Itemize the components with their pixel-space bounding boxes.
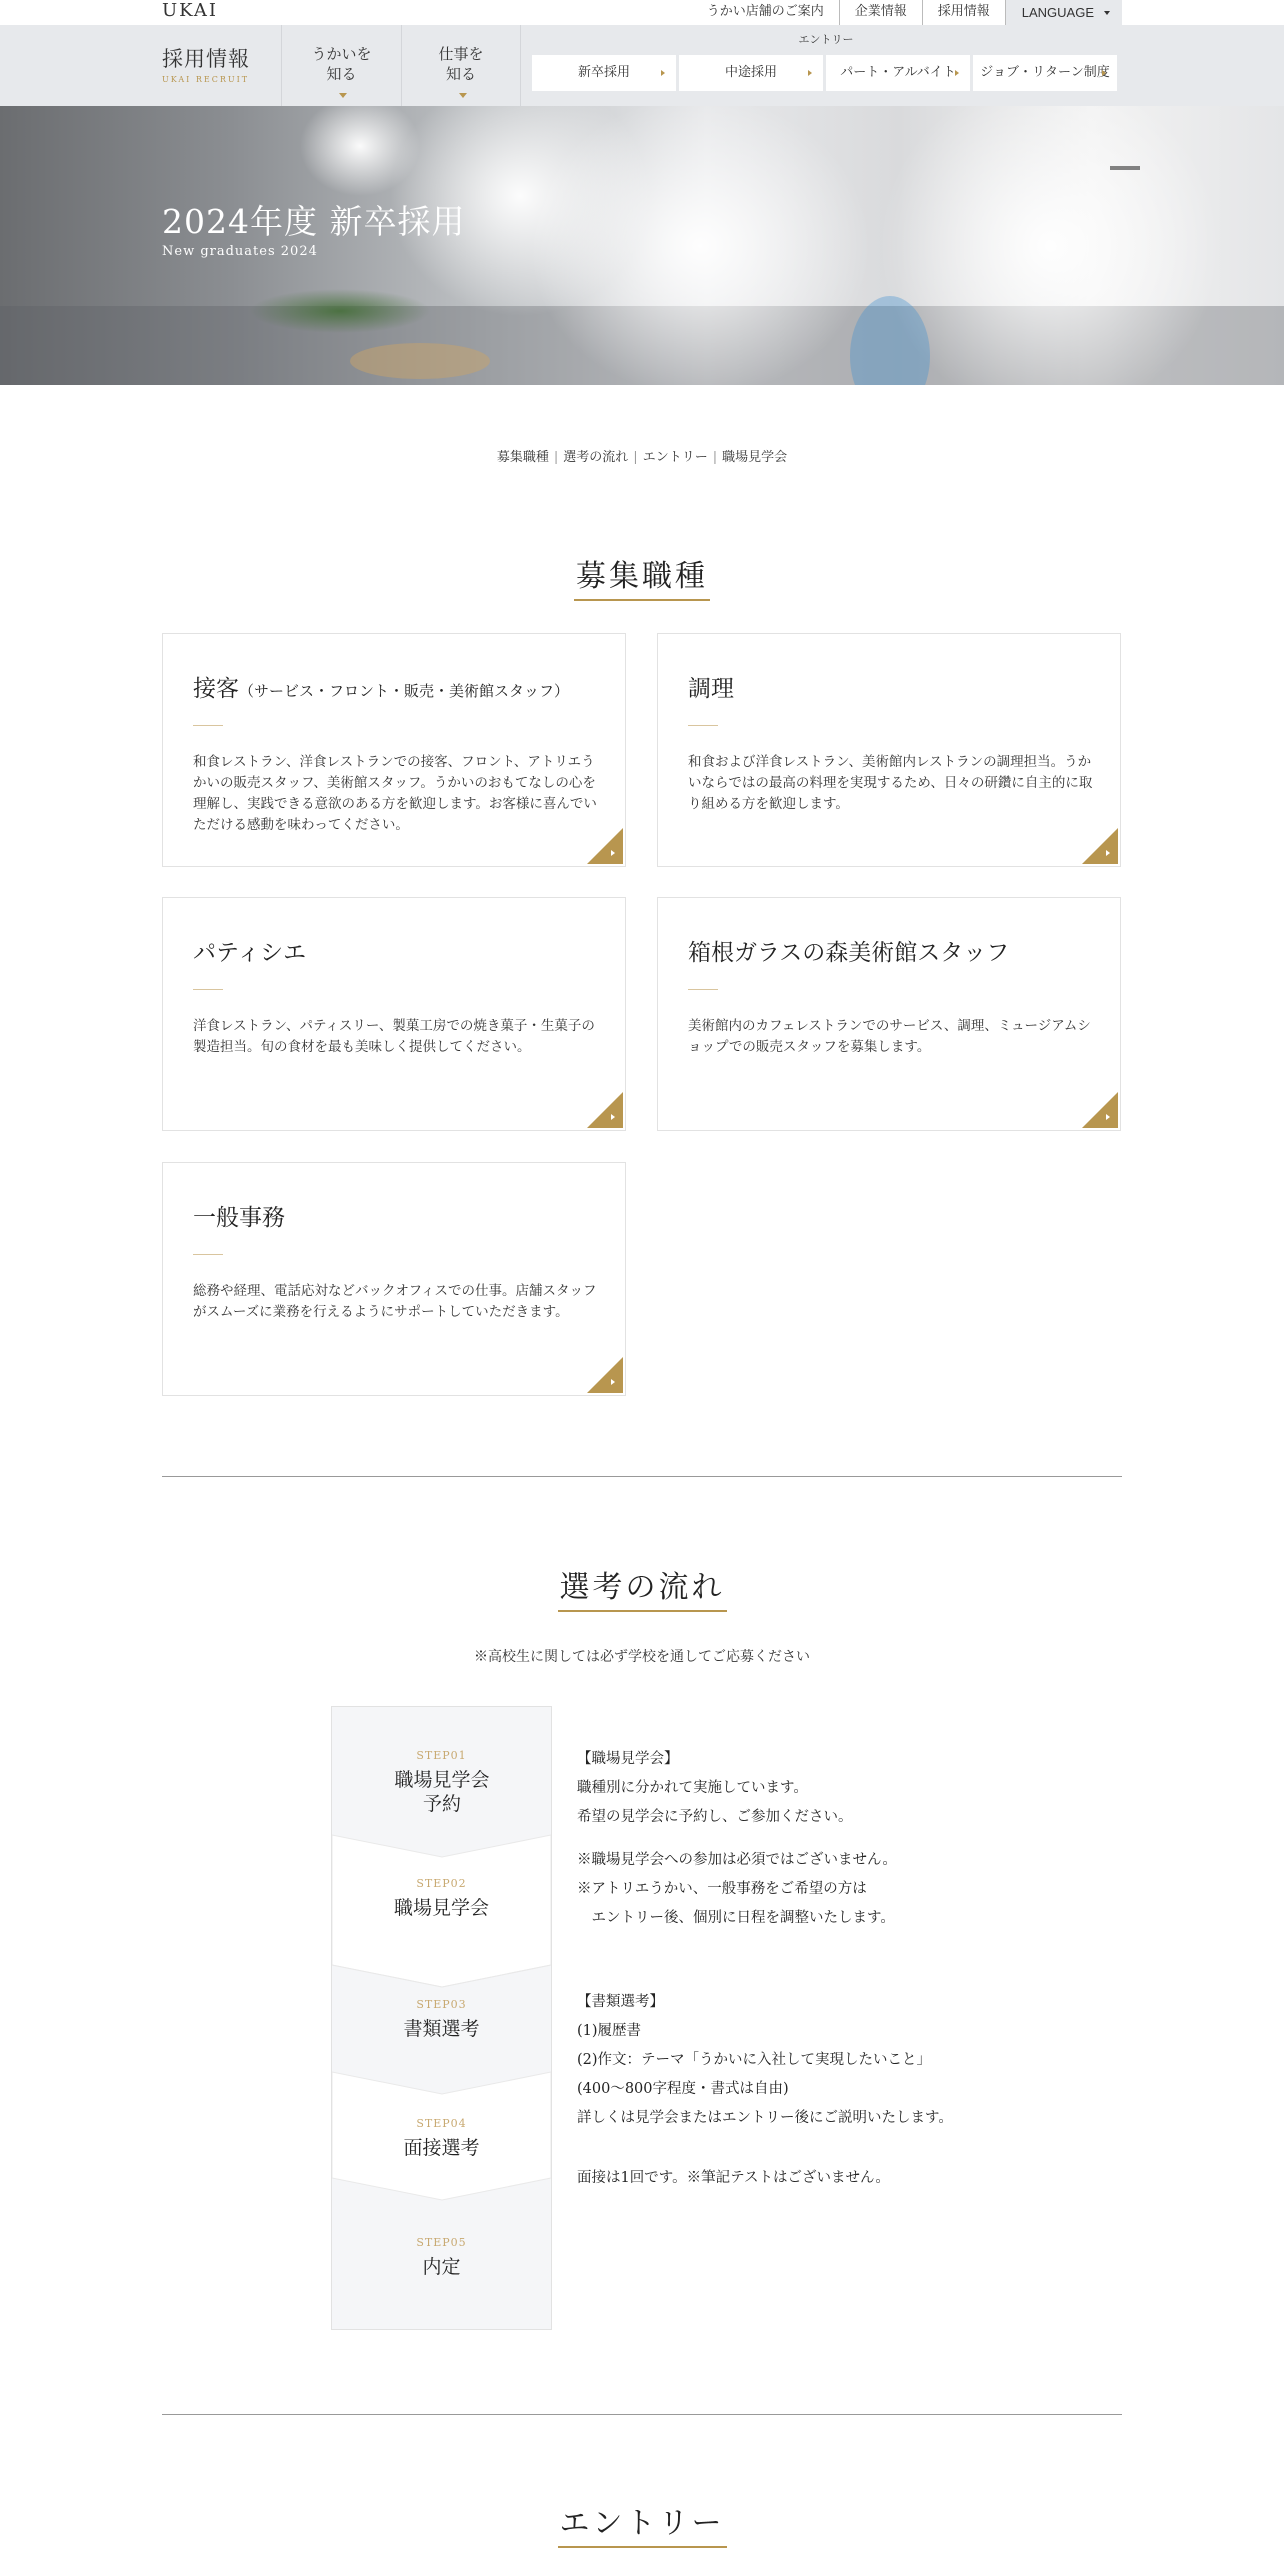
job-card-description: 総務や経理、電話応対などバックオフィスでの仕事。店舗スタッフがスムーズに業務を行えるようにサポートしていただきます。 bbox=[193, 1283, 597, 1320]
section-title-entry bbox=[0, 2498, 1284, 2548]
top-utility-bar bbox=[0, 0, 1284, 25]
entry-button-label: ジョブ・リターン制度 bbox=[980, 65, 1110, 80]
link-store-guide[interactable]: うかい店舗のご案内 bbox=[706, 4, 824, 19]
chevron-down-icon bbox=[339, 93, 347, 98]
flow-text-line: ※アトリエうかい、一般事務をご希望の方は bbox=[577, 1881, 867, 1897]
chevron-right-icon bbox=[661, 70, 665, 76]
job-card-description: 和食および洋食レストラン、美術館内レストランの調理担当。うかいならではの最高の料理を実現するため、日々の研鑽に自主的に取り組める方を歓迎します。 bbox=[688, 754, 1093, 812]
site-subtitle: UKAI RECRUIT bbox=[162, 75, 250, 84]
job-title-note: （サービス・フロント・販売・美術館スタッフ） bbox=[239, 682, 570, 700]
nav-about-line1: うかいを bbox=[311, 45, 372, 63]
utility-links bbox=[692, 0, 1122, 25]
entry-button-label: パート・アルバイト bbox=[840, 65, 956, 80]
job-title-text: 調理 bbox=[688, 676, 734, 702]
flow-text-interview bbox=[577, 2164, 890, 2193]
step-3 bbox=[332, 1998, 551, 2041]
flow-text-line: 【書類選考】 bbox=[577, 1994, 664, 2010]
step-number: STEP01 bbox=[416, 1749, 467, 1762]
job-card-title bbox=[193, 670, 569, 703]
divider bbox=[688, 725, 718, 726]
flow-text-line: 面接は1回です。※筆記テストはございません。 bbox=[577, 2170, 890, 2186]
job-card-description: 和食レストラン、洋食レストランでの接客、フロント、アトリエうかいの販売スタッフ、美術館スタッフ。うかいのおもてなしの心を理解し、実践できる意欲のある方を歓迎します。お客様に喜んでいただける感動を味わってください。 bbox=[193, 754, 597, 833]
main-navigation bbox=[0, 25, 1284, 106]
separator: | bbox=[712, 450, 718, 465]
flow-text-line: (1)履歴書 bbox=[577, 2023, 642, 2039]
step-name: 書類選考 bbox=[403, 2018, 480, 2040]
flow-text-line: (400〜800字程度・書式は自由) bbox=[577, 2081, 789, 2097]
arrow-corner-icon bbox=[587, 828, 623, 864]
job-card-cooking[interactable] bbox=[657, 633, 1121, 867]
step-number: STEP05 bbox=[416, 2236, 467, 2249]
divider bbox=[193, 989, 223, 990]
flow-text-tour-notes bbox=[577, 1846, 897, 1933]
arrow-corner-icon bbox=[1082, 1092, 1118, 1128]
chevron-down-icon bbox=[459, 93, 467, 98]
flow-text-line: 詳しくは見学会またはエントリー後にご説明いたします。 bbox=[577, 2110, 953, 2126]
flow-text-line: 職種別に分かれて実施しています。 bbox=[577, 1780, 808, 1796]
arrow-corner-icon bbox=[587, 1092, 623, 1128]
flow-text-line: (2)作文：テーマ「うかいに入社して実現したいこと」 bbox=[577, 2052, 932, 2068]
chevron-down-icon bbox=[1104, 11, 1110, 15]
job-card-service[interactable] bbox=[162, 633, 626, 867]
section-divider bbox=[162, 1476, 1122, 1477]
job-card-description: 洋食レストラン、パティスリー、製菓工房での焼き菓子・生菓子の製造担当。旬の食材を最も美味しく提供してください。 bbox=[193, 1018, 595, 1055]
step-number: STEP03 bbox=[416, 1998, 467, 2011]
flow-text-documents bbox=[577, 1988, 953, 2133]
chevron-right-icon bbox=[808, 70, 812, 76]
entry-heading: エントリー bbox=[798, 33, 854, 46]
job-title-text: 一般事務 bbox=[193, 1205, 285, 1231]
anchor-selection-flow[interactable]: 選考の流れ bbox=[563, 450, 629, 465]
nav-about-work[interactable] bbox=[401, 25, 521, 106]
nav-about-line2: 知る bbox=[326, 65, 357, 83]
section-heading: エントリー bbox=[558, 2498, 727, 2548]
section-divider bbox=[162, 2414, 1122, 2415]
step-name: 内定 bbox=[422, 2256, 461, 2278]
flow-text-line: ※職場見学会への参加は必須ではございません。 bbox=[577, 1852, 897, 1868]
arrow-corner-icon bbox=[1082, 828, 1118, 864]
chevron-right-icon bbox=[955, 70, 959, 76]
section-title-jobs bbox=[0, 551, 1284, 601]
chevron-right-icon bbox=[1102, 70, 1106, 76]
section-heading: 選考の流れ bbox=[558, 1562, 727, 1612]
link-company-info[interactable]: 企業情報 bbox=[839, 0, 922, 25]
anchor-job-types[interactable]: 募集職種 bbox=[496, 450, 549, 465]
job-card-title bbox=[688, 670, 734, 703]
entry-mid-career-button[interactable] bbox=[679, 55, 823, 91]
language-label: LANGUAGE bbox=[1021, 4, 1094, 20]
job-card-title bbox=[193, 1199, 285, 1232]
section-heading: 募集職種 bbox=[574, 551, 710, 601]
section-title-flow bbox=[0, 1562, 1284, 1612]
flow-note: ※高校生に関しては必ず学校を通してご応募ください bbox=[474, 1649, 810, 1665]
nav-work-line1: 仕事を bbox=[438, 45, 484, 63]
step-2 bbox=[332, 1877, 551, 1920]
step-name: 職場見学会予約 bbox=[394, 1769, 490, 1815]
hero-subheading: New graduates 2024 bbox=[162, 244, 318, 259]
step-name: 面接選考 bbox=[403, 2137, 480, 2159]
separator: | bbox=[553, 450, 559, 465]
job-title-text: 接客 bbox=[193, 676, 239, 702]
divider bbox=[688, 989, 718, 990]
job-card-description: 美術館内のカフェレストランでのサービス、調理、ミュージアムショップでの販売スタッフを募集します。 bbox=[688, 1018, 1091, 1055]
flow-text-tour bbox=[577, 1745, 853, 1832]
entry-button-label: 新卒採用 bbox=[577, 65, 630, 80]
hero-heading: 2024年度 新卒採用 bbox=[162, 202, 466, 241]
job-card-museum-staff[interactable] bbox=[657, 897, 1121, 1131]
divider bbox=[193, 725, 223, 726]
entry-new-graduates-button[interactable] bbox=[532, 55, 676, 91]
step-number: STEP02 bbox=[416, 1877, 467, 1890]
flow-text-line: エントリー後、個別に日程を調整いたします。 bbox=[577, 1910, 895, 1926]
hero-banner bbox=[0, 106, 1284, 385]
job-card-patissier[interactable] bbox=[162, 897, 626, 1131]
job-title-text: パティシエ bbox=[193, 940, 307, 966]
entry-job-return-button[interactable] bbox=[973, 55, 1117, 91]
entry-buttons bbox=[532, 55, 1117, 91]
step-4 bbox=[332, 2117, 551, 2160]
job-card-office[interactable] bbox=[162, 1162, 626, 1396]
nav-about-ukai[interactable] bbox=[281, 25, 401, 106]
step-1 bbox=[332, 1749, 551, 1816]
flow-text-line: 【職場見学会】 bbox=[577, 1751, 679, 1767]
entry-button-label: 中途採用 bbox=[724, 65, 777, 80]
page-anchor-links bbox=[0, 446, 1284, 465]
nav-work-line2: 知る bbox=[445, 65, 476, 83]
job-title-text: 箱根ガラスの森美術館スタッフ bbox=[688, 940, 1010, 966]
step-name: 職場見学会 bbox=[393, 1897, 489, 1919]
brand-logo[interactable]: UKAI bbox=[162, 0, 218, 21]
anchor-workplace-tour[interactable]: 職場見学会 bbox=[722, 450, 788, 465]
separator: | bbox=[633, 450, 638, 465]
arrow-corner-icon bbox=[587, 1357, 623, 1393]
site-title[interactable] bbox=[162, 43, 250, 84]
anchor-entry[interactable]: エントリー bbox=[642, 450, 708, 465]
step-number: STEP04 bbox=[416, 2117, 467, 2130]
site-title-text: 採用情報 bbox=[162, 47, 250, 71]
step-5 bbox=[332, 2236, 551, 2279]
language-selector[interactable] bbox=[1005, 0, 1122, 25]
divider bbox=[193, 1254, 223, 1255]
job-card-title bbox=[193, 934, 306, 967]
flow-text-line: 希望の見学会に予約し、ご参加ください。 bbox=[577, 1809, 853, 1825]
entry-part-time-button[interactable] bbox=[826, 55, 970, 91]
selection-steps bbox=[331, 1706, 552, 2330]
job-card-title bbox=[688, 934, 1009, 967]
link-recruit-info[interactable]: 採用情報 bbox=[922, 0, 1005, 25]
hero-title bbox=[162, 196, 465, 259]
